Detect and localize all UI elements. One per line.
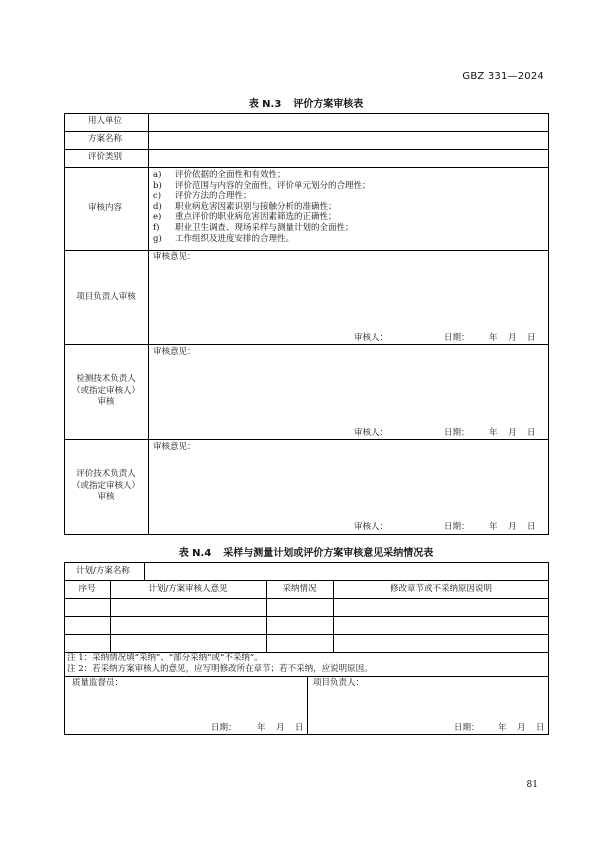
review-date-year: 年	[489, 333, 498, 343]
review-date-day: 日	[527, 522, 536, 532]
reviewer-signature-label: 审核人：	[354, 333, 389, 343]
table-n3-row-line	[64, 167, 549, 168]
reviewer-label-line: 检测技术负责人	[76, 374, 136, 384]
review-item-text: 评价范围与内容的全面性，评价单元划分的合理性；	[175, 180, 371, 191]
table-n4-row-line	[64, 580, 549, 581]
review-item	[153, 223, 371, 234]
review-item-text: 工作组织及进度安排的合理性。	[175, 233, 295, 244]
review-item-text: 评价方法的合理性；	[175, 191, 252, 202]
review-item	[153, 234, 371, 245]
review-item-marker: f)	[153, 222, 160, 233]
review-date-month: 月	[508, 522, 517, 532]
project-lead-label: 项目负责人：	[313, 678, 365, 688]
reviewer-label-testing-lead	[64, 374, 148, 409]
plan-name-label: 计划/方案名称	[76, 566, 130, 576]
table-n3-title: 评价方案审核表	[293, 99, 364, 110]
review-item-marker: e)	[153, 212, 162, 223]
standard-code: GBZ 331—2024	[462, 71, 544, 82]
qa-date-day: 日	[295, 723, 304, 733]
review-item-marker: g)	[153, 233, 162, 244]
review-item-marker: b)	[153, 180, 162, 191]
review-date-year: 年	[489, 428, 498, 438]
reviewer-label-line: 评价技术负责人	[76, 469, 136, 479]
reviewer-label-line: （或指定审核人）	[71, 385, 140, 396]
note-line: 注 1：采纳情况填“采纳”、“部分采纳”或“不采纳”。	[67, 653, 263, 663]
review-item-text: 职业卫生调查、现场采样与测量计划的全面性；	[175, 222, 354, 233]
table-n3-number: 表 N.3	[248, 99, 282, 110]
review-item	[153, 181, 371, 192]
table-n3-row-line	[64, 344, 549, 345]
lead-date-day: 日	[536, 723, 545, 733]
review-item-text: 职业病危害因素识别与接触分析的准确性；	[175, 201, 337, 212]
review-item	[153, 212, 371, 223]
scheme-name-label: 方案名称	[88, 134, 123, 144]
reviewer-label-line: 项目负责人审核	[76, 292, 136, 302]
table-n3-row-line	[64, 250, 549, 251]
review-date-year: 年	[489, 522, 498, 532]
review-opinion-label: 审核意见：	[153, 442, 196, 452]
reviewer-label-evaluation-lead	[64, 469, 148, 504]
review-opinion-label: 审核意见：	[153, 252, 196, 262]
qa-supervisor-label: 质量监督员：	[72, 678, 124, 688]
review-date-day: 日	[527, 428, 536, 438]
table-n3-column-divider	[148, 113, 149, 535]
reviewer-signature-label: 审核人：	[354, 428, 389, 438]
column-header-adoption-status: 采纳情况	[282, 584, 317, 594]
review-item	[153, 202, 371, 213]
table-n4-column-divider	[144, 562, 145, 580]
reviewer-label-line: （或指定审核人）	[71, 480, 140, 491]
lead-date-month: 月	[517, 723, 526, 733]
table-n3-row-line	[64, 149, 549, 150]
lead-date-year: 年	[498, 723, 507, 733]
review-opinion-label: 审核意见：	[153, 347, 196, 357]
page-number: 81	[526, 780, 538, 790]
review-date-label: 日期：	[444, 522, 470, 532]
reviewer-label-line: 审核	[97, 397, 115, 407]
review-date-month: 月	[508, 428, 517, 438]
review-content-label: 审核内容	[88, 203, 123, 213]
evaluation-type-label: 评价类别	[88, 152, 123, 162]
column-header-reviewer-opinion: 计划/方案审核人意见	[148, 584, 228, 594]
lead-date-label: 日期：	[454, 723, 480, 733]
reviewer-label-project-lead	[64, 292, 148, 304]
table-n4-row-line	[64, 634, 549, 635]
review-date-month: 月	[508, 333, 517, 343]
review-item	[153, 191, 371, 202]
table-n4-row-line	[64, 616, 549, 617]
review-date-label: 日期：	[444, 428, 470, 438]
table-n4-caption	[64, 544, 548, 559]
table-n4-column-divider	[307, 676, 308, 735]
reviewer-signature-label: 审核人：	[354, 522, 389, 532]
qa-date-month: 月	[276, 723, 285, 733]
review-item-marker: a)	[153, 170, 162, 180]
table-n3-row-line	[64, 131, 549, 132]
table-n4-notes	[67, 653, 373, 675]
review-date-label: 日期：	[444, 333, 470, 343]
review-item-text: 评价依据的全面性和有效性；	[175, 170, 286, 180]
table-n3-row-line	[64, 439, 549, 440]
employer-label: 用人单位	[88, 116, 123, 126]
reviewer-label-line: 审核	[97, 492, 115, 502]
table-n4-row-line	[64, 598, 549, 599]
qa-date-label: 日期：	[211, 723, 237, 733]
table-n4-title: 采样与测量计划或评价方案审核意见采纳情况表	[223, 548, 434, 559]
column-header-serial: 序号	[78, 584, 96, 594]
review-item	[153, 170, 371, 181]
review-items-list	[153, 170, 371, 244]
review-item-marker: d)	[153, 201, 162, 212]
table-n4-number: 表 N.4	[178, 548, 212, 559]
qa-date-year: 年	[257, 723, 266, 733]
table-n3-caption	[64, 95, 548, 110]
review-item-marker: c)	[153, 191, 162, 202]
review-date-day: 日	[527, 333, 536, 343]
note-line: 注 2：若采纳方案审核人的意见，应写明修改所在章节；若不采纳，应说明原因。	[67, 664, 373, 674]
review-item-text: 重点评价的职业病危害因素筛选的正确性；	[175, 212, 337, 223]
column-header-explanation: 修改章节或不采纳原因说明	[389, 584, 492, 594]
